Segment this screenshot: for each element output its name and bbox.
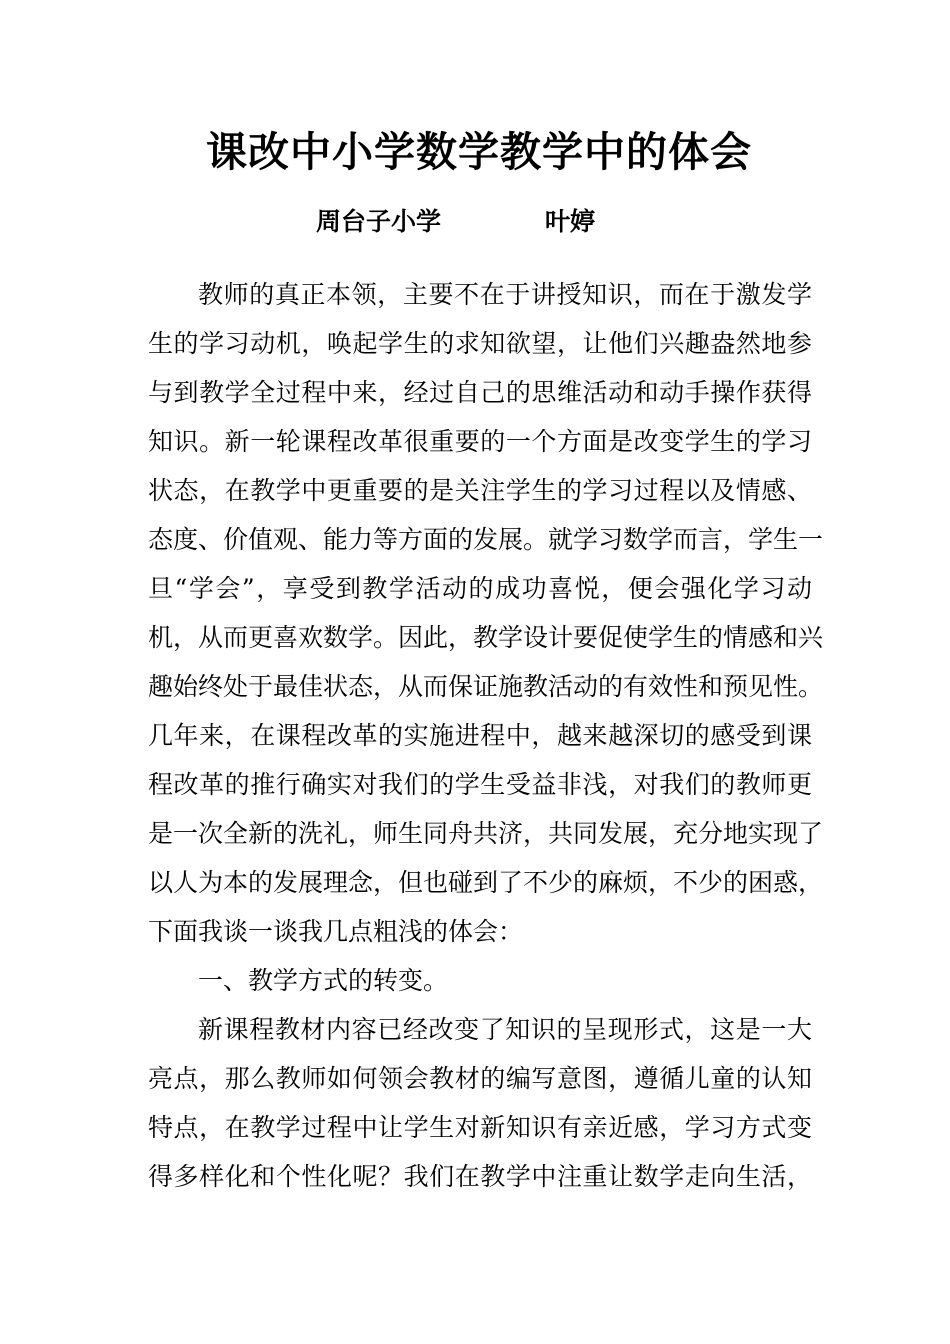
byline [0, 200, 950, 244]
document-body [148, 270, 824, 1201]
paragraph-line: 亮点，那么教师如何领会教材的编写意图，遵循儿童的认知 [148, 1064, 812, 1093]
paragraph-line: 程改革的推行确实对我们的学生受益非浅，对我们的教师更 [148, 770, 812, 799]
paragraph-line: 状态，在教学中更重要的是关注学生的学习过程以及情感、 [148, 476, 812, 505]
paragraph-line: 旦“学会”，享受到教学活动的成功喜悦，便会强化学习动 [148, 574, 812, 603]
paragraph-line: 态度、价值观、能力等方面的发展。就学习数学而言，学生一 [148, 525, 824, 554]
paragraph-line: 教师的真正本领，主要不在于讲授知识，而在于激发学 [198, 280, 812, 309]
paragraph-line: 机，从而更喜欢数学。因此，教学设计要促使学生的情感和兴 [148, 623, 824, 652]
paragraph-line: 下面我谈一谈我几点粗浅的体会： [148, 917, 524, 946]
paragraph-line: 新课程教材内容已经改变了知识的呈现形式，这是一大 [198, 1015, 812, 1044]
paragraph-line: 特点，在教学过程中让学生对新知识有亲近感，学习方式变 [148, 1113, 812, 1142]
author-name: 叶婷 [545, 207, 596, 236]
paragraph-line: 是一次全新的洗礼，师生同舟共济，共同发展，充分地实现了 [148, 819, 824, 848]
paragraph-line: 与到教学全过程中来，经过自己的思维活动和动手操作获得 [148, 378, 812, 407]
paragraph-line: 知识。新一轮课程改革很重要的一个方面是改变学生的学习 [148, 427, 812, 456]
document-title: 课改中小学数学教学中的体会 [206, 128, 752, 176]
paragraph-line: 生的学习动机，唤起学生的求知欲望，让他们兴趣盎然地参 [148, 329, 812, 358]
paragraph-line: 几年来，在课程改革的实施进程中，越来越深切的感受到课 [148, 721, 812, 750]
paragraph-line: 得多样化和个性化呢？我们在教学中注重让数学走向生活， [148, 1162, 812, 1191]
paragraph-line: 趣始终处于最佳状态，从而保证施教活动的有效性和预见性。 [148, 672, 824, 701]
paragraph-line: 以人为本的发展理念，但也碰到了不少的麻烦，不少的困惑， [148, 868, 824, 897]
school-name: 周台子小学 [316, 207, 442, 236]
section-heading: 一、教学方式的转变。 [198, 966, 449, 995]
